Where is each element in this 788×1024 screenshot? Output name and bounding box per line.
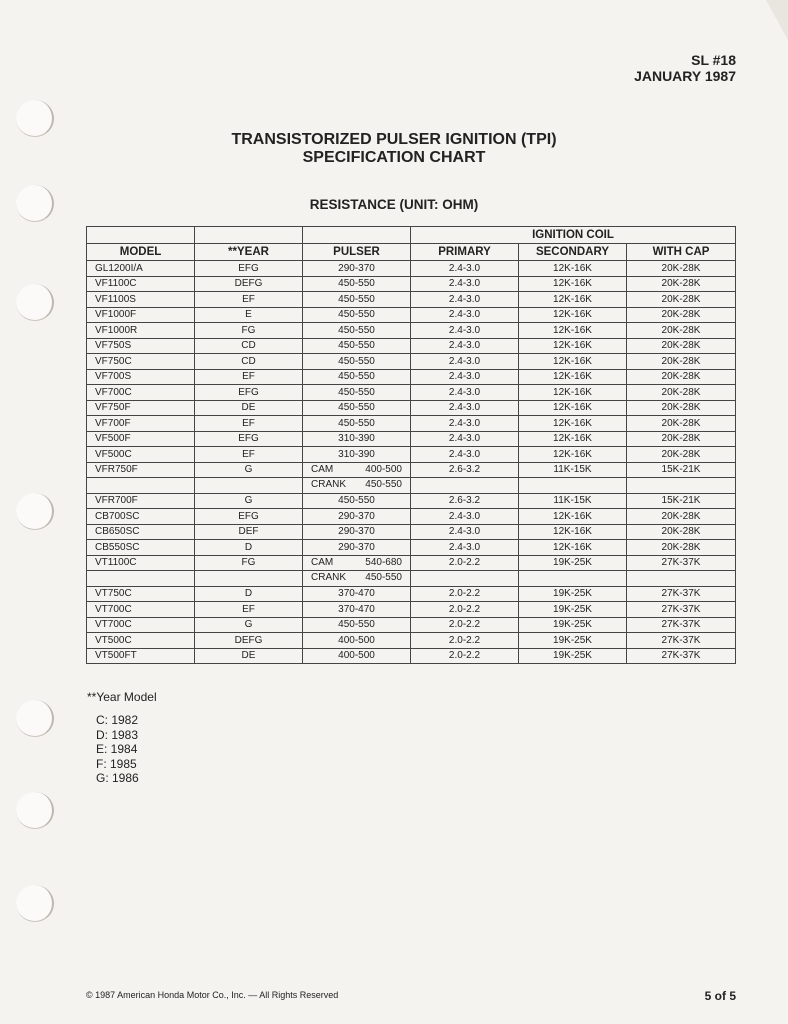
- cell-model: VT750C: [87, 586, 195, 602]
- cell-secondary: 11K-15K: [519, 462, 627, 478]
- cell-model: VT700C: [87, 602, 195, 618]
- table-row: [87, 462, 736, 478]
- column-header-secondary: SECONDARY: [519, 244, 627, 261]
- table-row: [87, 416, 736, 432]
- cell-with-cap: 20K-28K: [627, 338, 736, 354]
- cell-year: DE: [195, 648, 303, 664]
- cell-secondary: [519, 478, 627, 494]
- table-row: [87, 555, 736, 571]
- cell-primary: 2.4-3.0: [411, 431, 519, 447]
- cell-year: D: [195, 540, 303, 556]
- cell-year: [195, 571, 303, 587]
- pulser-value: 450-550: [365, 572, 402, 583]
- cell-model: VFR700F: [87, 493, 195, 509]
- cell-primary: [411, 571, 519, 587]
- binder-hole: [16, 700, 54, 737]
- cell-secondary: 12K-16K: [519, 307, 627, 323]
- cell-with-cap: 15K-21K: [627, 493, 736, 509]
- cell-primary: 2.4-3.0: [411, 447, 519, 463]
- table-row: [87, 478, 736, 494]
- binder-hole: [16, 284, 54, 321]
- cell-secondary: 12K-16K: [519, 447, 627, 463]
- cell-primary: 2.0-2.2: [411, 648, 519, 664]
- column-header-row: [87, 244, 736, 261]
- cell-secondary: 19K-25K: [519, 602, 627, 618]
- cell-with-cap: 27K-37K: [627, 602, 736, 618]
- column-header-with-cap: WITH CAP: [627, 244, 736, 261]
- pulser-type-label: CAM: [311, 556, 334, 568]
- binder-hole: [16, 792, 54, 829]
- cell-with-cap: 27K-37K: [627, 586, 736, 602]
- cell-secondary: 12K-16K: [519, 354, 627, 370]
- cell-primary: 2.6-3.2: [411, 462, 519, 478]
- cell-secondary: 19K-25K: [519, 586, 627, 602]
- cell-pulser: 450-550: [303, 323, 411, 339]
- cell-year: G: [195, 493, 303, 509]
- cell-year: DE: [195, 400, 303, 416]
- cell-primary: 2.0-2.2: [411, 633, 519, 649]
- cell-model: VFR750F: [87, 462, 195, 478]
- cell-secondary: 19K-25K: [519, 633, 627, 649]
- cell-primary: 2.4-3.0: [411, 338, 519, 354]
- cell-secondary: 12K-16K: [519, 276, 627, 292]
- cell-model: CB550SC: [87, 540, 195, 556]
- table-row: [87, 307, 736, 323]
- title-line-1: TRANSISTORIZED PULSER IGNITION (TPI): [231, 131, 557, 148]
- cell-pulser: 290-370: [303, 540, 411, 556]
- cell-model: CB650SC: [87, 524, 195, 540]
- table-row: [87, 571, 736, 587]
- cell-secondary: 12K-16K: [519, 292, 627, 308]
- table-row: [87, 447, 736, 463]
- column-header-pulser: PULSER: [303, 244, 411, 261]
- cell-year: E: [195, 307, 303, 323]
- cell-model: VT500FT: [87, 648, 195, 664]
- blank-header-cell: [87, 227, 195, 244]
- cell-year: DEF: [195, 524, 303, 540]
- table-row: [87, 354, 736, 370]
- cell-pulser: [303, 571, 411, 587]
- cell-pulser: 450-550: [303, 617, 411, 633]
- cell-with-cap: 20K-28K: [627, 416, 736, 432]
- cell-year: CD: [195, 338, 303, 354]
- pulser-value: 400-500: [365, 463, 402, 475]
- cell-year: EF: [195, 292, 303, 308]
- cell-year: EFG: [195, 385, 303, 401]
- table-row: [87, 292, 736, 308]
- table-row: [87, 602, 736, 618]
- table-body: [87, 261, 736, 664]
- column-header-year: **YEAR: [195, 244, 303, 261]
- page-number: 5 of 5: [704, 989, 736, 1003]
- cell-primary: 2.0-2.2: [411, 555, 519, 571]
- binder-hole: [16, 493, 54, 530]
- cell-pulser: 310-390: [303, 431, 411, 447]
- cell-primary: 2.4-3.0: [411, 540, 519, 556]
- cell-primary: 2.4-3.0: [411, 276, 519, 292]
- cell-primary: 2.4-3.0: [411, 385, 519, 401]
- specification-table: [86, 226, 736, 664]
- cell-pulser: [303, 555, 411, 571]
- cell-year: EFG: [195, 431, 303, 447]
- cell-year: FG: [195, 555, 303, 571]
- table-row: [87, 261, 736, 277]
- cell-model: VF1000F: [87, 307, 195, 323]
- cell-pulser: 450-550: [303, 369, 411, 385]
- cell-pulser: 450-550: [303, 307, 411, 323]
- cell-with-cap: 15K-21K: [627, 462, 736, 478]
- bulletin-number: SL #18: [691, 52, 736, 68]
- cell-pulser: 370-470: [303, 602, 411, 618]
- cell-pulser: 450-550: [303, 416, 411, 432]
- cell-year: EFG: [195, 509, 303, 525]
- bulletin-date: JANUARY 1987: [634, 68, 736, 84]
- cell-pulser: 450-550: [303, 292, 411, 308]
- table-row: [87, 633, 736, 649]
- cell-pulser: 450-550: [303, 400, 411, 416]
- cell-pulser: [303, 478, 411, 494]
- table-row: [87, 431, 736, 447]
- cell-pulser: 290-370: [303, 509, 411, 525]
- cell-year: EF: [195, 416, 303, 432]
- cell-pulser: 290-370: [303, 524, 411, 540]
- cell-primary: 2.0-2.2: [411, 602, 519, 618]
- page-corner-fold: [766, 0, 788, 40]
- cell-primary: 2.0-2.2: [411, 586, 519, 602]
- cell-primary: 2.4-3.0: [411, 400, 519, 416]
- cell-pulser: 370-470: [303, 586, 411, 602]
- cell-secondary: 12K-16K: [519, 524, 627, 540]
- year-legend: [96, 713, 139, 786]
- cell-year: FG: [195, 323, 303, 339]
- cell-primary: 2.6-3.2: [411, 493, 519, 509]
- footnote-title: **Year Model: [87, 690, 157, 704]
- cell-with-cap: 27K-37K: [627, 633, 736, 649]
- cell-year: EFG: [195, 261, 303, 277]
- table-subtitle: RESISTANCE (UNIT: OHM): [309, 197, 479, 212]
- pulser-value: 540-680: [365, 556, 402, 568]
- cell-pulser: [303, 462, 411, 478]
- cell-primary: 2.4-3.0: [411, 524, 519, 540]
- cell-year: [195, 478, 303, 494]
- cell-model: VF750F: [87, 400, 195, 416]
- cell-with-cap: 20K-28K: [627, 447, 736, 463]
- cell-with-cap: 27K-37K: [627, 648, 736, 664]
- binder-hole: [16, 885, 54, 922]
- document-reference: [634, 52, 736, 84]
- cell-model: [87, 478, 195, 494]
- legend-item: C: 1982: [96, 713, 139, 727]
- cell-secondary: 11K-15K: [519, 493, 627, 509]
- cell-secondary: 19K-25K: [519, 555, 627, 571]
- cell-secondary: 19K-25K: [519, 648, 627, 664]
- cell-with-cap: 20K-28K: [627, 323, 736, 339]
- cell-with-cap: [627, 571, 736, 587]
- table-row: [87, 493, 736, 509]
- copyright-notice: © 1987 American Honda Motor Co., Inc. — All Rights Reserved: [86, 990, 339, 1000]
- table-row: [87, 276, 736, 292]
- table-row: [87, 385, 736, 401]
- cell-secondary: 19K-25K: [519, 617, 627, 633]
- cell-pulser: 290-370: [303, 261, 411, 277]
- cell-with-cap: 20K-28K: [627, 540, 736, 556]
- cell-with-cap: 20K-28K: [627, 509, 736, 525]
- cell-model: VF500C: [87, 447, 195, 463]
- cell-model: VT700C: [87, 617, 195, 633]
- cell-model: VF1000R: [87, 323, 195, 339]
- table-row: [87, 540, 736, 556]
- cell-model: VF700C: [87, 385, 195, 401]
- cell-primary: 2.4-3.0: [411, 369, 519, 385]
- cell-primary: [411, 478, 519, 494]
- table-row: [87, 586, 736, 602]
- cell-secondary: 12K-16K: [519, 323, 627, 339]
- cell-model: VF750C: [87, 354, 195, 370]
- cell-year: DEFG: [195, 633, 303, 649]
- cell-secondary: 12K-16K: [519, 416, 627, 432]
- cell-secondary: 12K-16K: [519, 261, 627, 277]
- cell-with-cap: 20K-28K: [627, 276, 736, 292]
- cell-primary: 2.4-3.0: [411, 261, 519, 277]
- cell-pulser: 450-550: [303, 385, 411, 401]
- cell-pulser: 450-550: [303, 354, 411, 370]
- cell-with-cap: 20K-28K: [627, 400, 736, 416]
- cell-year: D: [195, 586, 303, 602]
- cell-secondary: 12K-16K: [519, 338, 627, 354]
- cell-model: VT500C: [87, 633, 195, 649]
- pulser-value: 450-550: [365, 479, 402, 490]
- cell-primary: 2.4-3.0: [411, 509, 519, 525]
- cell-secondary: [519, 571, 627, 587]
- cell-pulser: 450-550: [303, 493, 411, 509]
- cell-primary: 2.0-2.2: [411, 617, 519, 633]
- cell-pulser: 450-550: [303, 276, 411, 292]
- cell-with-cap: 20K-28K: [627, 307, 736, 323]
- cell-secondary: 12K-16K: [519, 400, 627, 416]
- cell-year: CD: [195, 354, 303, 370]
- legend-item: F: 1985: [96, 756, 137, 771]
- cell-year: G: [195, 617, 303, 633]
- table-row: [87, 648, 736, 664]
- table-row: [87, 369, 736, 385]
- cell-secondary: 12K-16K: [519, 509, 627, 525]
- legend-item: E: 1984: [96, 742, 138, 756]
- cell-model: VF1100C: [87, 276, 195, 292]
- ignition-coil-header: IGNITION COIL: [411, 227, 736, 244]
- cell-with-cap: 27K-37K: [627, 555, 736, 571]
- cell-secondary: 12K-16K: [519, 431, 627, 447]
- blank-header-cell: [195, 227, 303, 244]
- cell-pulser: 400-500: [303, 633, 411, 649]
- cell-pulser: 310-390: [303, 447, 411, 463]
- blank-header-cell: [303, 227, 411, 244]
- cell-with-cap: 20K-28K: [627, 385, 736, 401]
- cell-with-cap: 20K-28K: [627, 369, 736, 385]
- cell-model: VF500F: [87, 431, 195, 447]
- pulser-type-label: CAM: [311, 463, 334, 475]
- cell-year: EF: [195, 369, 303, 385]
- legend-item: D: 1983: [96, 727, 139, 742]
- table-row: [87, 338, 736, 354]
- cell-model: GL1200I/A: [87, 261, 195, 277]
- cell-primary: 2.4-3.0: [411, 307, 519, 323]
- cell-primary: 2.4-3.0: [411, 416, 519, 432]
- group-header-row: [87, 227, 736, 244]
- cell-with-cap: [627, 478, 736, 494]
- table-row: [87, 323, 736, 339]
- cell-model: CB700SC: [87, 509, 195, 525]
- cell-primary: 2.4-3.0: [411, 354, 519, 370]
- cell-with-cap: 27K-37K: [627, 617, 736, 633]
- column-header-model: MODEL: [87, 244, 195, 261]
- cell-with-cap: 20K-28K: [627, 431, 736, 447]
- cell-pulser: 400-500: [303, 648, 411, 664]
- legend-item: G: 1986: [96, 771, 139, 785]
- cell-secondary: 12K-16K: [519, 385, 627, 401]
- cell-year: DEFG: [195, 276, 303, 292]
- pulser-type-label: CRANK: [311, 479, 347, 490]
- column-header-primary: PRIMARY: [411, 244, 519, 261]
- cell-pulser: 450-550: [303, 338, 411, 354]
- table-row: [87, 617, 736, 633]
- cell-year: EF: [195, 447, 303, 463]
- table-row: [87, 400, 736, 416]
- cell-model: VT1100C: [87, 555, 195, 571]
- title-line-2: SPECIFICATION CHART: [302, 149, 486, 166]
- cell-model: VF1100S: [87, 292, 195, 308]
- cell-model: VF700F: [87, 416, 195, 432]
- table-row: [87, 509, 736, 525]
- cell-with-cap: 20K-28K: [627, 354, 736, 370]
- cell-model: VF750S: [87, 338, 195, 354]
- table-row: [87, 524, 736, 540]
- cell-with-cap: 20K-28K: [627, 292, 736, 308]
- cell-primary: 2.4-3.0: [411, 292, 519, 308]
- page-title: [0, 131, 788, 167]
- cell-secondary: 12K-16K: [519, 540, 627, 556]
- cell-year: EF: [195, 602, 303, 618]
- cell-year: G: [195, 462, 303, 478]
- cell-with-cap: 20K-28K: [627, 524, 736, 540]
- pulser-type-label: CRANK: [311, 572, 347, 583]
- cell-primary: 2.4-3.0: [411, 323, 519, 339]
- cell-model: [87, 571, 195, 587]
- cell-secondary: 12K-16K: [519, 369, 627, 385]
- cell-model: VF700S: [87, 369, 195, 385]
- cell-with-cap: 20K-28K: [627, 261, 736, 277]
